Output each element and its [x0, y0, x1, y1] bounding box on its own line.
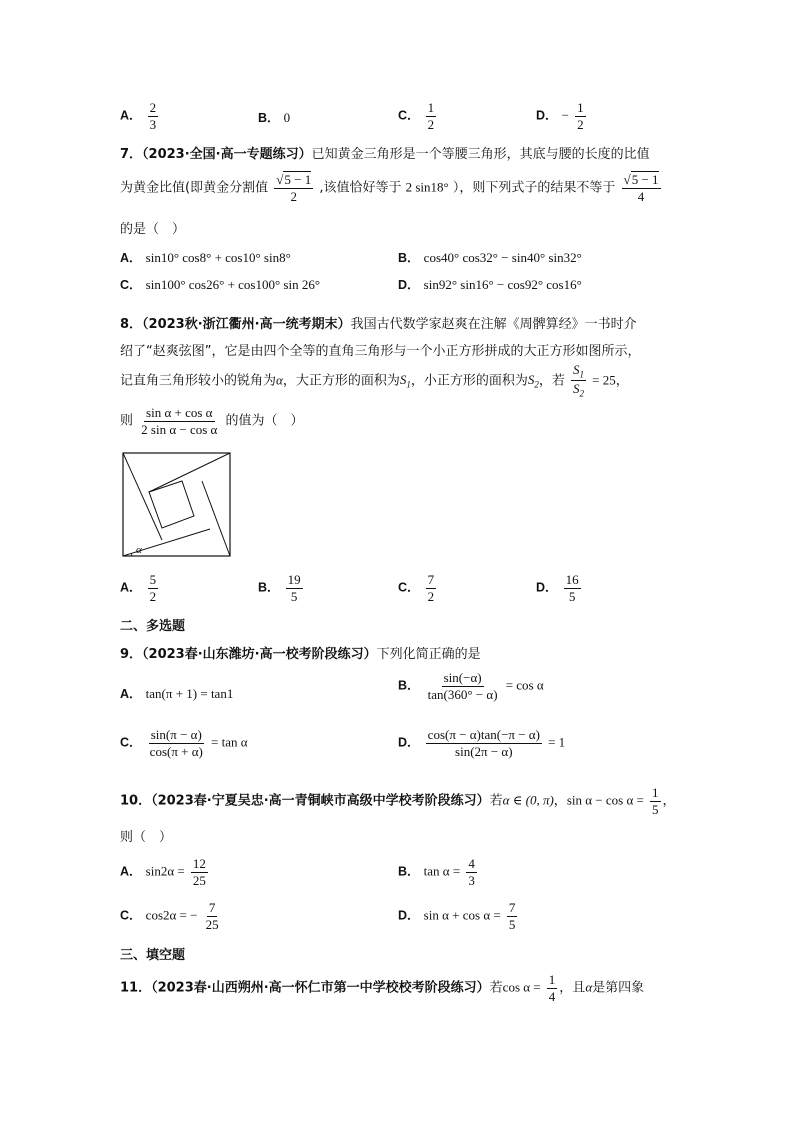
option-label: B． [258, 111, 280, 125]
q10-option-c [120, 900, 223, 932]
q10-option-b [398, 856, 479, 888]
separator: ， [553, 793, 567, 809]
q8-line-4 [120, 405, 304, 437]
option-label: D． [536, 580, 558, 595]
s1-symbol: $S_1$ [399, 372, 411, 390]
alpha-symbol: α [585, 979, 593, 995]
q7-option-a [120, 248, 291, 266]
q8-option-c [398, 572, 438, 604]
question-source: （2023春·山东潍坊·高一校考阶段练习） [142, 647, 377, 662]
option-label: C． [120, 908, 142, 923]
question-number: 10． [120, 793, 152, 809]
q11-line-1 [120, 972, 644, 1004]
q8-option-a [120, 572, 160, 604]
question-source: （2023秋·浙江衢州·高一统考期末） [142, 317, 351, 332]
q6-option-d [536, 100, 588, 132]
ratio-value: = 25 [592, 372, 616, 388]
option-label: A． [120, 251, 142, 265]
option-label: C． [398, 580, 420, 595]
option-expression: tan(π + 1) = tan1 [145, 686, 234, 701]
question-source: （2023春·宁夏吴忠·高一青铜峡市高级中学校考阶段练习） [151, 793, 490, 809]
option-value: 0 [283, 110, 291, 125]
condition: cos α = [502, 979, 541, 995]
option-label: A． [120, 108, 142, 123]
fraction: $\frac{1}{5}$ [652, 785, 659, 817]
condition-1: α ∈ (0, π) [502, 792, 554, 808]
q7-line-2 [120, 172, 663, 204]
option-label: A． [120, 687, 142, 701]
option-label: D． [398, 908, 420, 923]
q8-option-d [536, 572, 583, 604]
question-text: ，大正方形的面积为 [282, 373, 400, 389]
fraction: $\frac{7}{2}$ [427, 572, 435, 604]
option-label: D． [398, 735, 420, 750]
q9-option-d [398, 727, 565, 759]
math-expression: 2 sin18° [405, 179, 449, 195]
fraction: $\frac{\sin(-\alpha)}{\tan(360^\circ - \alpha)}$ [427, 670, 498, 702]
q9-option-b [398, 670, 544, 702]
fraction: $\frac{1}{2}$ [577, 100, 584, 132]
question-text: 已知黄金三角形是一个等腰三角形，其底与腰的长度的比值 [311, 147, 650, 162]
option-label: B． [398, 864, 420, 879]
option-label: B． [258, 580, 280, 595]
question-text: 若 [489, 793, 503, 809]
fraction: $\frac{7}{5}$ [508, 900, 516, 932]
fraction: $\frac{\sin(\pi - \alpha)}{\cos(\pi + \alpha)}$ [149, 727, 203, 759]
option-expression: cos40° cos32° − sin40° sin32° [423, 250, 582, 265]
question-number: 8． [120, 317, 143, 332]
option-label: D． [536, 108, 558, 123]
question-text: 绍了“赵爽弦图”，它是由四个全等的直角三角形与一个小正方形拼成的大正方形如图所示， [120, 344, 641, 359]
option-rhs: = cos α [505, 677, 544, 693]
option-label: B． [398, 251, 420, 265]
question-number: 9． [120, 647, 143, 662]
question-text: 的值为（ ） [225, 413, 304, 429]
triangle-hypotenuse-left [123, 453, 162, 540]
option-label: A． [120, 864, 142, 879]
option-expression: sin92° sin16° − cos92° cos16° [423, 277, 582, 292]
q8-line-1 [120, 313, 637, 332]
fraction: $\frac{1}{4}$ [548, 972, 556, 1004]
question-text: ,该值恰好等于 [319, 180, 402, 196]
option-label: B． [398, 678, 420, 693]
question-text: 是第四象 [592, 980, 645, 996]
fraction: $\frac{4}{3}$ [468, 856, 475, 888]
section-heading-fill-blank: 三、填空题 [120, 948, 186, 963]
q10-option-d [398, 900, 519, 932]
target-fraction: $\frac{√5 - 1}{4}$ [623, 172, 659, 204]
triangle-hypotenuse-right [202, 481, 230, 556]
q10-line-1 [120, 785, 676, 817]
option-label: D． [398, 278, 420, 292]
q8-line-2 [120, 340, 640, 359]
q7-line-1 [120, 143, 650, 162]
condition-2: sin α − cos α = [566, 792, 644, 808]
question-text: 若 [489, 980, 503, 996]
option-label: C． [120, 278, 142, 292]
target-expression: $\frac{\text{sin α + cos α}}{\text{2 sin α − cos α}}$ [141, 405, 218, 437]
alpha-label: α [136, 544, 142, 556]
separator: ， [662, 793, 676, 809]
question-text: 则 [120, 413, 134, 429]
triangle-hypotenuse-top [149, 453, 230, 492]
q9-line-1 [120, 643, 481, 662]
option-lhs: sin2α = [145, 863, 185, 879]
q6-option-b [258, 108, 290, 126]
option-rhs: = 1 [548, 734, 566, 750]
outer-square [123, 453, 230, 556]
zhao-shuang-diagram [122, 452, 232, 558]
fraction: $\frac{1}{2}$ [427, 100, 435, 132]
area-ratio: $\frac{S_1}{S_2}$ [573, 362, 585, 399]
option-label: C． [120, 735, 142, 750]
question-text: ），则下列式子的结果不等于 [452, 180, 616, 196]
section-heading-multiple-choice: 二、多选题 [120, 619, 186, 634]
question-number: 11． [120, 980, 152, 996]
q6-option-c [398, 100, 438, 132]
option-lhs: sin α + cos α = [423, 907, 501, 923]
fraction: $\frac{5}{2}$ [149, 572, 157, 604]
option-rhs: = tan α [211, 734, 248, 750]
q7-line-3 [120, 218, 185, 237]
minus-sign: − [561, 107, 570, 123]
q6-option-a [120, 100, 160, 132]
q10-option-a [120, 856, 210, 888]
fraction: $\frac{12}{25}$ [192, 856, 206, 888]
question-text: 则（ ） [120, 830, 173, 845]
question-text: 我国古代数学家赵爽在注解《周髀算经》一书时介 [350, 317, 637, 332]
fraction: $\frac{19}{5}$ [287, 572, 301, 604]
q9-option-c [120, 727, 248, 759]
q10-line-2 [120, 826, 172, 845]
question-text: ， [615, 373, 629, 389]
question-text: 记直角三角形较小的锐角为 [120, 373, 277, 389]
q8-line-3 [120, 362, 629, 400]
question-source: （2023春·山西朔州·高一怀仁市第一中学校校考阶段练习） [151, 980, 490, 996]
question-text: ，若 [538, 373, 565, 389]
q7-option-c [120, 275, 320, 293]
option-label: C． [398, 108, 420, 123]
fraction: $\frac{7}{25}$ [205, 900, 219, 932]
fraction: $\frac{2}{3}$ [149, 100, 157, 132]
question-text: ，且 [559, 980, 586, 996]
fraction: $\frac{16}{5}$ [565, 572, 579, 604]
question-text: 为黄金比值(即黄金分割值 [120, 180, 269, 196]
golden-ratio-fraction: $\frac{√5 - 1}{2}$ [276, 172, 312, 204]
q9-option-a [120, 684, 233, 702]
question-source: （2023·全国·高一专题练习） [142, 147, 312, 162]
question-text: 的是（ ） [120, 222, 186, 237]
option-expression: sin10° cos8° + cos10° sin8° [145, 250, 291, 265]
question-text: ，小正方形的面积为 [410, 373, 528, 389]
q8-option-b [258, 572, 305, 604]
option-expression: sin100° cos26° + cos100° sin 26° [145, 277, 321, 292]
q7-option-d [398, 275, 582, 293]
option-lhs: tan α = [423, 863, 461, 879]
option-label: A． [120, 580, 142, 595]
s2-symbol: $S_2$ [527, 372, 539, 390]
alpha-symbol: α [276, 372, 283, 388]
question-number: 7． [120, 147, 143, 162]
question-text: 下列化简正确的是 [376, 647, 481, 662]
option-lhs: cos2α = − [145, 907, 198, 923]
q7-option-b [398, 248, 582, 266]
fraction: $\frac{\cos(\pi - \alpha)\tan(-\pi - \alpha)}{\sin(2\pi - \alpha)}$ [427, 727, 540, 759]
inner-square [149, 481, 194, 528]
